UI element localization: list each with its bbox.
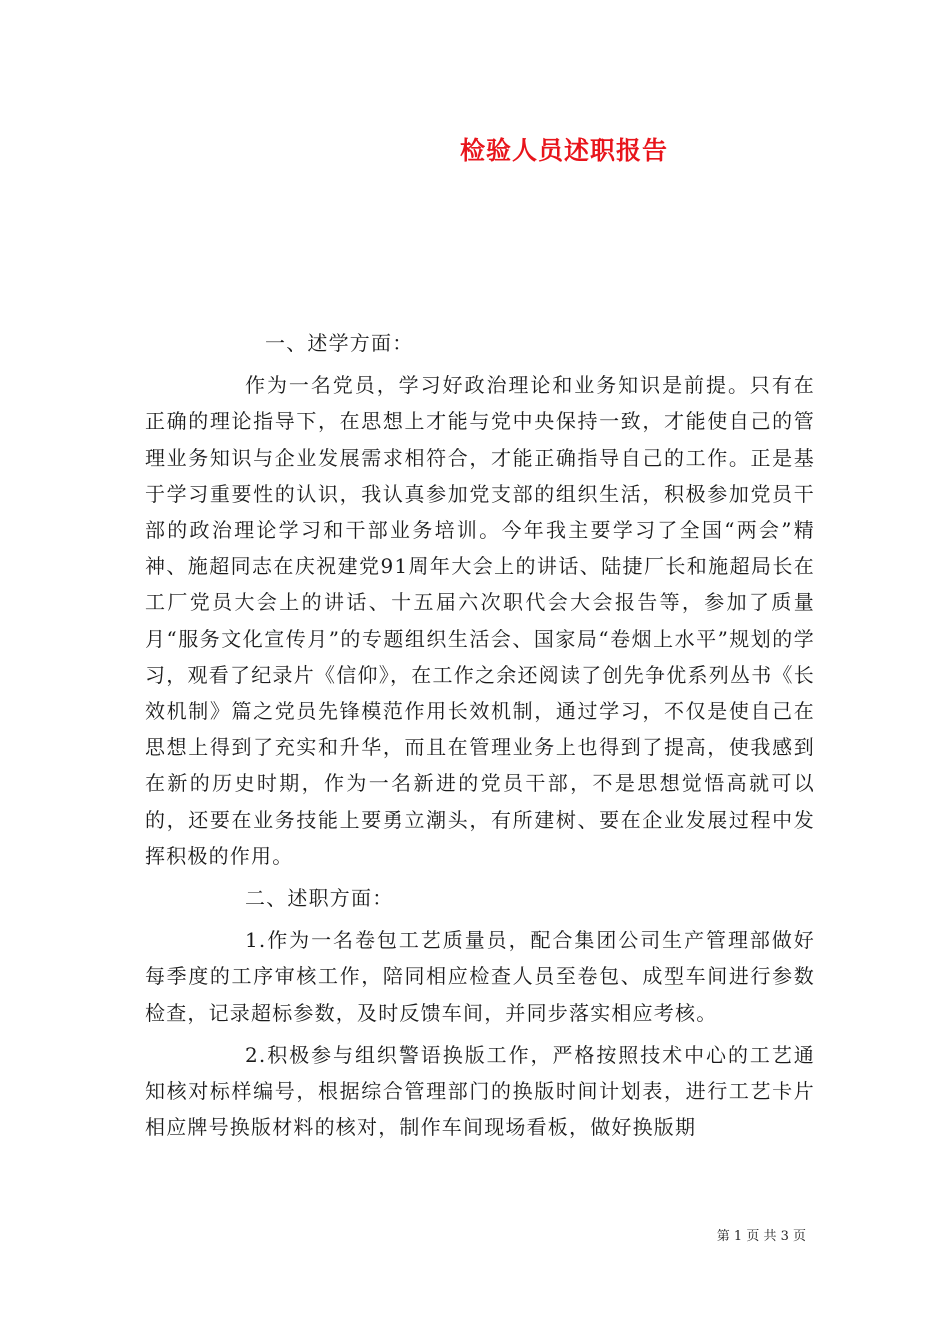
section-heading-study: 一、述学方面： [265,331,414,355]
section-heading-duty: 二、述职方面： [245,886,394,911]
duty-item-2: 2.积极参与组织警语换版工作，严格按照技术中心的工艺通知核对标样编号，根据综合管理部门的换版时间计划表，进行工艺卡片相应牌号换版材料的核对，制作车间现场看板，做好换版期 [145,1042,815,1140]
section-paragraph-study: 作为一名党员，学习好政治理论和业务知识是前提。只有在正确的理论指导下，在思想上才能与党中央保持一致，才能使自己的管理业务知识与企业发展需求相符合，才能正确指导自己的工作。正是基于学习重要性的认识，我认真参加党支部的组织生活，积极参加党员干部的政治理论学习和干部业务培训。今年我主要学习了全国“两会”精神、施超同志在庆祝建党91周年大会上的讲话、陆捷厂长和施超局长在工厂党员大会上的讲话、十五届六次职代会大会报告等，参加了质量月“服务文化宣传月”的专题组织生活会、国家局“卷烟上水平”规划的学习，观看了纪录片《信仰》，在工作之余还阅读了创先争优系列丛书《长效机制》篇之党员先锋模范作用长效机制，通过学习，不仅是使自己在思想上得到了充实和升华，而且在管理业务上也得到了提高，使我感到在新的历史时期，作为一名新进的党员干部，不是思想觉悟高就可以的，还要在业务技能上要勇立潮头，有所建树、要在企业发展过程中发挥积极的作用。 [145,373,815,868]
document-body [145,325,815,1151]
page-footer: 第 1 页 共 3 页 [716,1229,806,1244]
document-title: 检验人员述职报告 [459,136,668,165]
duty-item-1: 1.作为一名卷包工艺质量员，配合集团公司生产管理部做好每季度的工序审核工作，陪同相应检查人员至卷包、成型车间进行参数检查，记录超标参数，及时反馈车间，并同步落实相应考核。 [145,928,815,1025]
